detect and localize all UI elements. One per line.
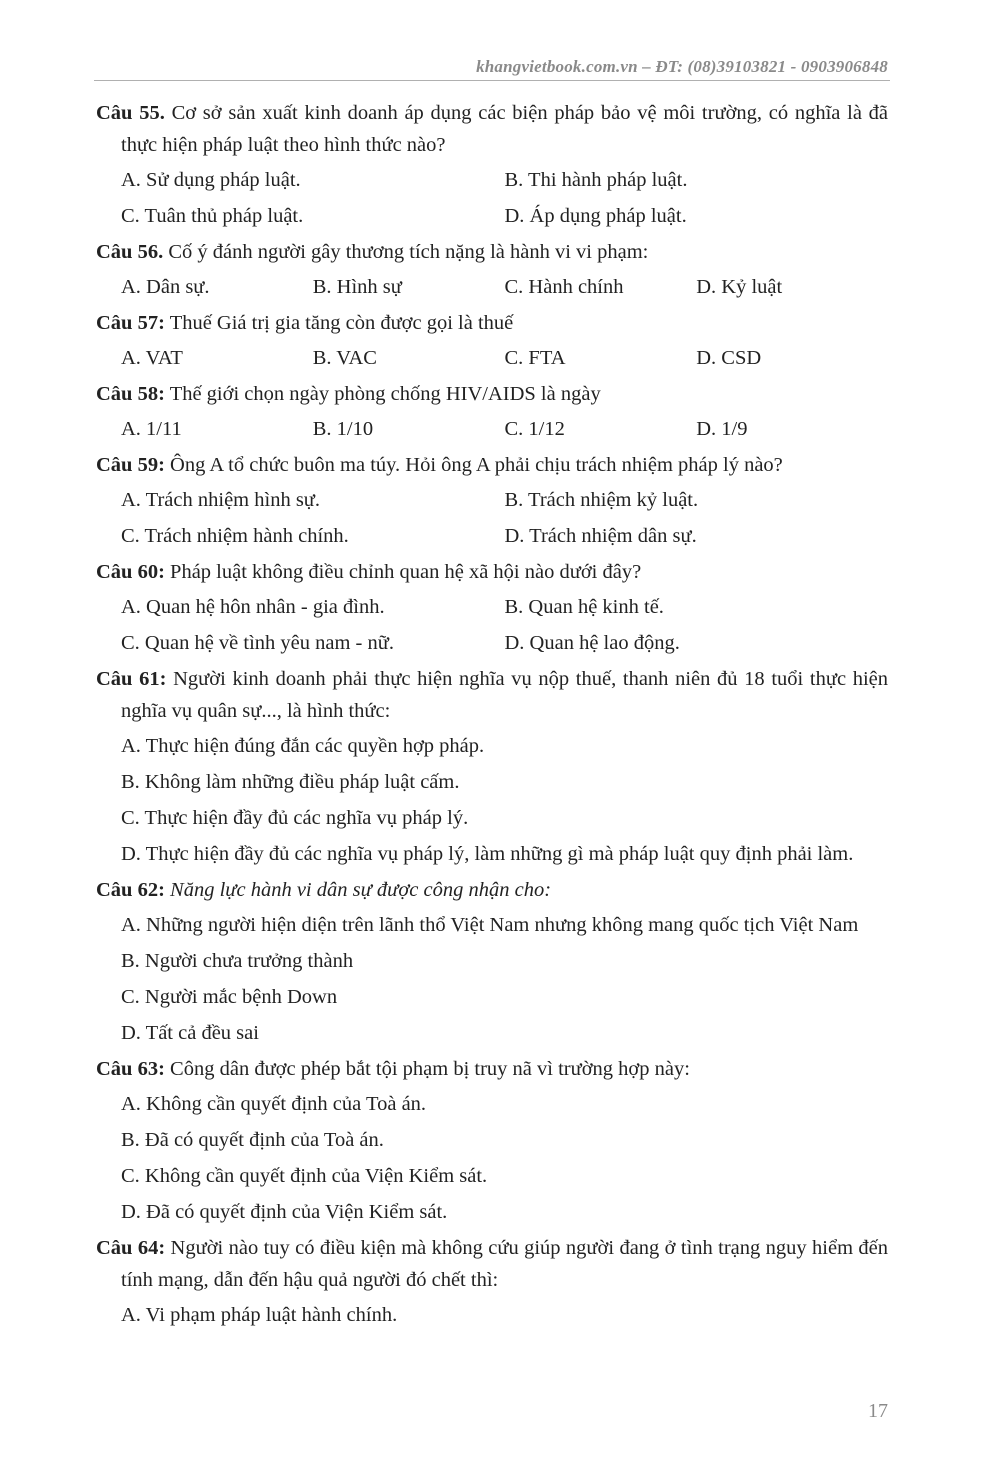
question-text: Năng lực hành vi dân sự được công nhận cho: (170, 879, 552, 901)
question-label: Câu 59: (96, 454, 165, 476)
question-55 (96, 97, 888, 161)
option-c: C. Trách nhiệm hành chính. (121, 525, 349, 547)
options-56 (96, 271, 888, 303)
option-a: A. Dân sự. (121, 276, 210, 298)
option-d: D. Trách nhiệm dân sự. (504, 525, 697, 547)
question-text: Ông A tổ chức buôn ma túy. Hỏi ông A phải chịu trách nhiệm pháp lý nào? (170, 454, 783, 476)
option-b: B. Người chưa trưởng thành (121, 950, 354, 972)
question-label: Câu 58: (96, 383, 165, 405)
option-d: D. Đã có quyết định của Viện Kiểm sát. (121, 1201, 448, 1223)
question-57 (96, 307, 888, 339)
question-text: Thuế Giá trị gia tăng còn được gọi là thuế (169, 312, 514, 334)
option-a: A. Sử dụng pháp luật. (121, 169, 301, 191)
page-number: 17 (868, 1400, 888, 1422)
option-b: B. 1/10 (312, 418, 374, 440)
option-a: A. Không cần quyết định của Toà án. (121, 1093, 427, 1115)
question-label: Câu 62: (96, 879, 165, 901)
option-a: A. 1/11 (121, 418, 182, 440)
option-a: A. VAT (121, 347, 183, 369)
option-b: B. Thi hành pháp luật. (504, 169, 688, 191)
option-a: A. Thực hiện đúng đắn các quyền hợp pháp. (121, 735, 485, 757)
question-56 (96, 236, 888, 268)
options-58 (96, 413, 888, 445)
question-64 (96, 1232, 888, 1296)
question-label: Câu 56. (96, 241, 164, 263)
question-62 (96, 874, 888, 906)
question-59 (96, 449, 888, 481)
option-d: D. 1/9 (696, 418, 748, 440)
option-c: C. Tuân thủ pháp luật. (121, 205, 304, 227)
option-c: C. Thực hiện đầy đủ các nghĩa vụ pháp lý. (121, 807, 469, 829)
question-label: Câu 55. (96, 102, 165, 124)
question-60 (96, 556, 888, 588)
option-d: D. CSD (696, 347, 762, 369)
question-text: Thế giới chọn ngày phòng chống HIV/AIDS là ngày (169, 383, 601, 405)
option-d: D. Kỷ luật (696, 276, 783, 298)
question-text: Cố ý đánh người gây thương tích nặng là hành vi vi phạm: (168, 241, 649, 263)
option-c: C. Không cần quyết định của Viện Kiểm sát. (121, 1165, 488, 1187)
question-label: Câu 57: (96, 312, 165, 334)
options-55-row2 (96, 200, 888, 232)
question-text: Pháp luật không điều chỉnh quan hệ xã hội nào dưới đây? (170, 561, 642, 583)
option-b: B. Quan hệ kinh tế. (504, 596, 664, 618)
option-a: A. Những người hiện diện trên lãnh thổ Việt Nam nhưng không mang quốc tịch Việt Nam (121, 914, 859, 936)
option-c: C. 1/12 (504, 418, 565, 440)
option-c: C. Hành chính (504, 276, 624, 298)
option-a: A. Vi phạm pháp luật hành chính. (121, 1304, 398, 1326)
options-57 (96, 342, 888, 374)
question-61 (96, 663, 888, 727)
option-b: B. Hình sự (312, 276, 402, 298)
question-text: Người kinh doanh phải thực hiện nghĩa vụ nộp thuế, thanh niên đủ 18 tuổi thực hiện nghĩa vụ quân sự..., là hình thức: (121, 668, 888, 722)
question-label: Câu 60: (96, 561, 165, 583)
option-c: C. Người mắc bệnh Down (121, 986, 338, 1008)
option-d: D. Quan hệ lao động. (504, 632, 680, 654)
question-63 (96, 1053, 888, 1085)
question-58 (96, 378, 888, 410)
options-59-row2 (96, 520, 888, 552)
option-c: C. Quan hệ về tình yêu nam - nữ. (121, 632, 394, 654)
option-b: B. Không làm những điều pháp luật cấm. (121, 771, 460, 793)
option-d: D. Thực hiện đầy đủ các nghĩa vụ pháp lý, làm những gì mà pháp luật quy định phải làm. (121, 843, 854, 865)
option-c: C. FTA (504, 347, 566, 369)
option-a: A. Quan hệ hôn nhân - gia đình. (121, 596, 385, 618)
question-text: Công dân được phép bắt tội phạm bị truy nã vì trường hợp này: (170, 1058, 690, 1080)
option-b: B. Trách nhiệm kỷ luật. (504, 489, 699, 511)
question-list (96, 97, 888, 1335)
options-60-row1 (96, 591, 888, 623)
question-label: Câu 61: (96, 668, 167, 690)
option-b: B. VAC (312, 347, 377, 369)
page-header: khangvietbook.com.vn – ĐT: (08)39103821 - 0903906848 (476, 57, 888, 76)
question-text: Cơ sở sản xuất kinh doanh áp dụng các biện pháp bảo vệ môi trường, có nghĩa là đã thực hiện pháp luật theo hình thức nào? (121, 102, 888, 156)
option-a: A. Trách nhiệm hình sự. (121, 489, 321, 511)
options-55-row1 (96, 164, 888, 196)
options-60-row2 (96, 627, 888, 659)
question-label: Câu 63: (96, 1058, 165, 1080)
options-59-row1 (96, 484, 888, 516)
option-b: B. Đã có quyết định của Toà án. (121, 1129, 384, 1151)
header-rule (94, 80, 890, 81)
question-text: Người nào tuy có điều kiện mà không cứu giúp người đang ở tình trạng nguy hiểm đến tính mạng, dẫn đến hậu quả người đó chết thì: (121, 1237, 888, 1291)
question-label: Câu 64: (96, 1237, 166, 1259)
option-d: D. Tất cả đều sai (121, 1022, 259, 1044)
option-d: D. Áp dụng pháp luật. (504, 205, 687, 227)
